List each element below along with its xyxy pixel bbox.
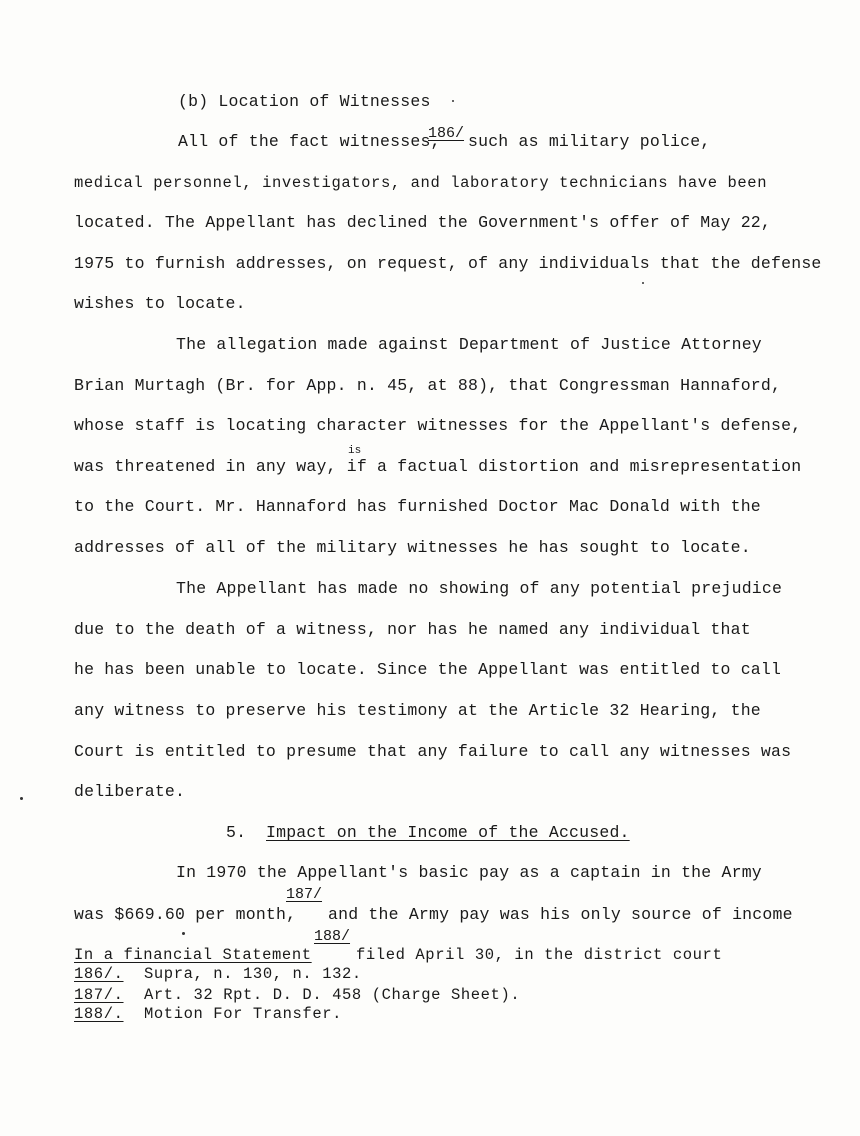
para4-line3b: filed April 30, in the district court	[356, 946, 723, 964]
para4-line2b: and the Army pay was his only source of income	[328, 905, 793, 924]
section-5-heading: Impact on the Income of the Accused.	[266, 823, 630, 842]
footnote-ref-188: 188/	[314, 928, 351, 945]
para3-line4: any witness to preserve his testimony at the Article 32 Hearing, the	[74, 701, 761, 720]
para2-line3: whose staff is locating character witnesses for the Appellant's defense,	[74, 416, 802, 435]
para1-line5: wishes to locate.	[74, 294, 246, 313]
stray-mark	[182, 932, 185, 935]
para3-line6: deliberate.	[74, 782, 186, 801]
para2-line6: addresses of all of the military witnesses he has sought to locate.	[74, 538, 751, 557]
para4-line1: In 1970 the Appellant's basic pay as a captain in the Army	[176, 863, 762, 882]
para3-line1: The Appellant has made no showing of any potential prejudice	[176, 579, 783, 598]
para2-line1: The allegation made against Department of Justice Attorney	[176, 335, 762, 354]
footnote-ref-187: 187/	[286, 886, 323, 903]
section-5-number: 5.	[226, 823, 247, 842]
para1-line4: 1975 to furnish addresses, on request, of any individuals that the defense	[74, 254, 822, 273]
para4-line3a: In a financial Statement	[74, 946, 312, 964]
para1-line2: medical personnel, investigators, and laboratory technicians have been	[74, 174, 768, 192]
para4-line2a: was $669.60 per month,	[74, 905, 297, 924]
para3-line2: due to the death of a witness, nor has he named any individual that	[74, 620, 751, 639]
stray-mark	[452, 100, 454, 102]
handwritten-insert-is: is	[348, 445, 362, 457]
para2-line4: was threatened in any way, if a factual distortion and misrepresentation	[74, 457, 802, 476]
para1-line1b: such as military police,	[468, 132, 711, 151]
para1-line1a: All of the fact witnesses,	[178, 132, 441, 151]
section-b-heading: (b) Location of Witnesses	[178, 92, 431, 111]
footnote-187-ref: 187/.	[74, 986, 124, 1004]
para3-line3: he has been unable to locate. Since the Appellant was entitled to call	[74, 660, 782, 679]
para2-line5: to the Court. Mr. Hannaford has furnished Doctor Mac Donald with the	[74, 497, 761, 516]
para1-line3: located. The Appellant has declined the Government's offer of May 22,	[74, 213, 772, 232]
footnote-186-text: Supra, n. 130, n. 132.	[144, 965, 362, 983]
para2-line2: Brian Murtagh (Br. for App. n. 45, at 88), that Congressman Hannaford,	[74, 376, 782, 395]
footnote-186-ref: 186/.	[74, 965, 124, 983]
footnote-187-text: Art. 32 Rpt. D. D. 458 (Charge Sheet).	[144, 986, 521, 1004]
footnote-ref-186: 186/	[428, 125, 465, 142]
stray-mark	[642, 282, 644, 284]
stray-mark	[20, 797, 23, 800]
footnote-188-text: Motion For Transfer.	[144, 1005, 343, 1023]
footnote-188-ref: 188/.	[74, 1005, 124, 1023]
para3-line5: Court is entitled to presume that any failure to call any witnesses was	[74, 742, 792, 761]
